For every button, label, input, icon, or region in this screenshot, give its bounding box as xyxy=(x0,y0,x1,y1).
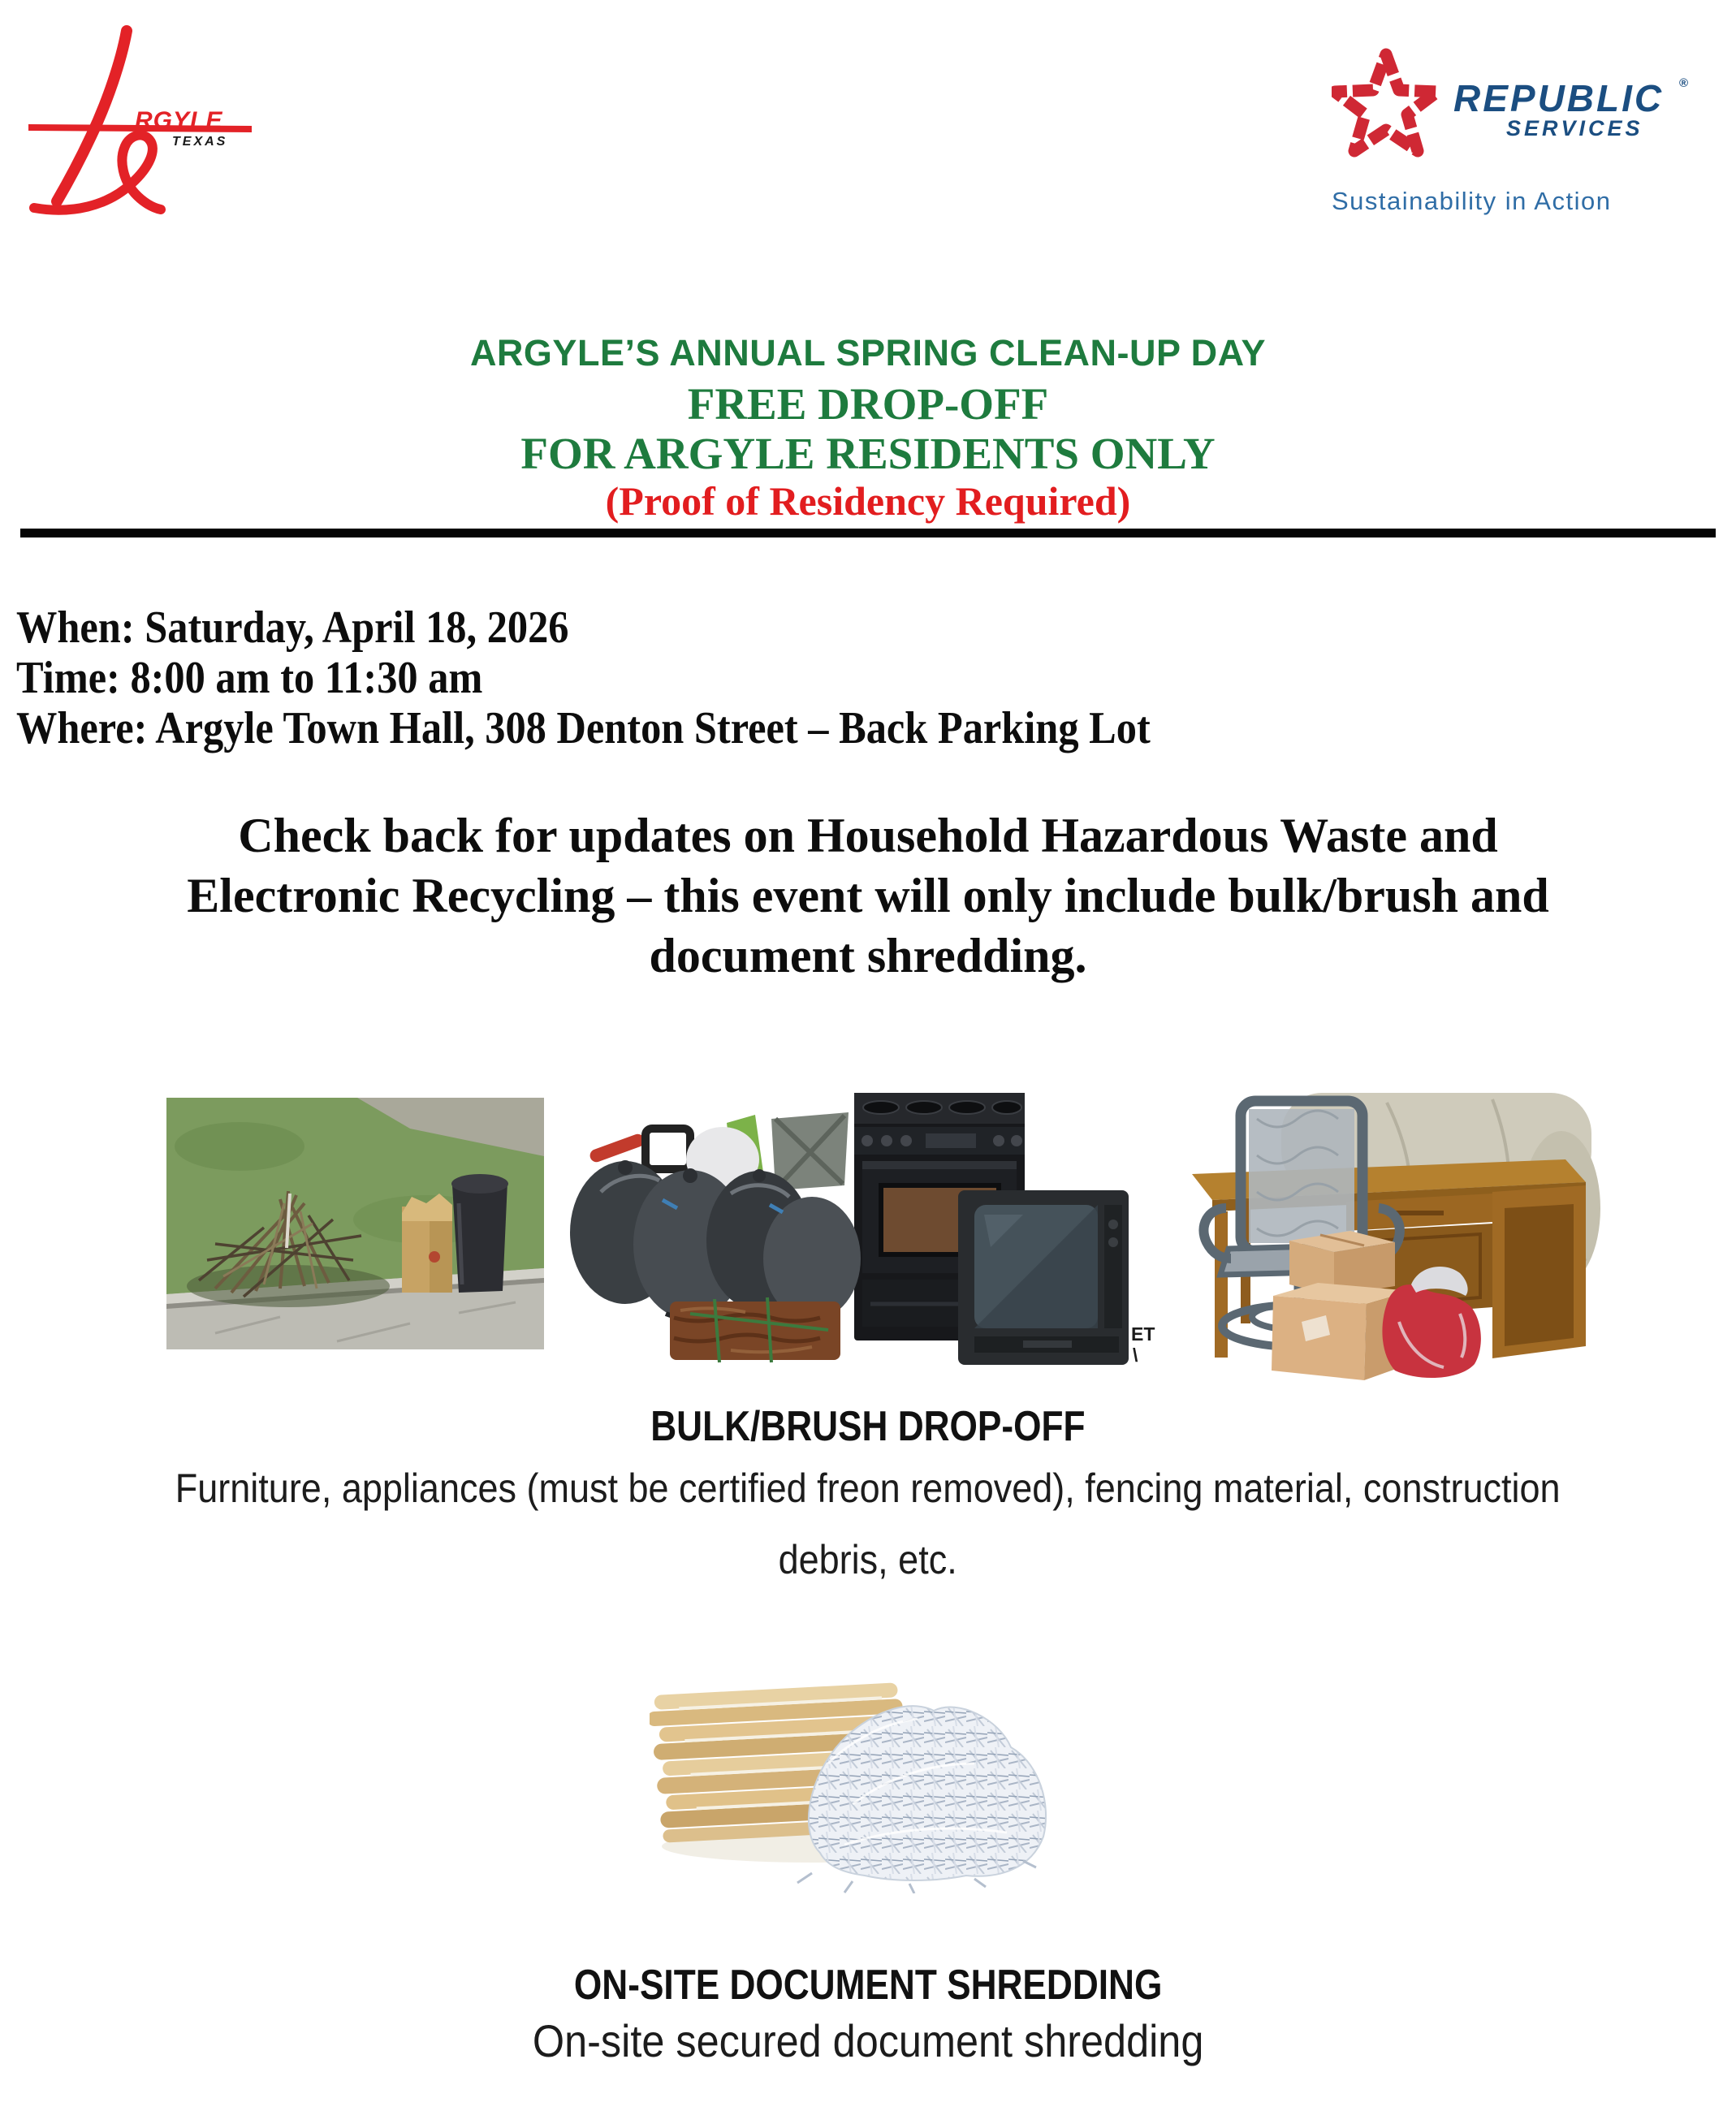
photo-text-fragment: ET \ xyxy=(1131,1323,1155,1366)
bulk-brush-description: Furniture, appliances (must be certified freon removed), fencing material, construction debris, etc. xyxy=(175,1466,1561,1582)
republic-star-icon xyxy=(1335,54,1437,151)
republic-services-logo xyxy=(1332,45,1697,166)
trash-bags-appliances-photo xyxy=(568,1070,1137,1387)
flyer-title-line2: FREE DROP-OFF xyxy=(687,379,1049,429)
event-details xyxy=(16,602,1276,753)
divider-rule xyxy=(20,529,1716,537)
republic-reg-mark: ® xyxy=(1679,76,1689,90)
document-shredding-photo xyxy=(650,1642,1064,1893)
argyle-texas-logo xyxy=(23,13,283,232)
event-when: When: Saturday, April 18, 2026 xyxy=(16,602,569,653)
notice-paragraph: Check back for updates on Household Hazardous Waste and Electronic Recycling – this event will only include bulk/brush and document shredding. xyxy=(187,809,1549,982)
shredding-description: On-site secured document shredding xyxy=(532,2015,1204,2066)
crt-tv-illustration xyxy=(958,1190,1129,1365)
argyle-logo-wordmark: RGYLE xyxy=(135,107,223,134)
republic-tagline: Sustainability in Action xyxy=(1332,187,1612,215)
event-time: Time: 8:00 am to 11:30 am xyxy=(16,653,483,703)
argyle-logo-texas: TEXAS xyxy=(172,135,228,149)
republic-wordmark: REPUBLIC xyxy=(1453,77,1665,119)
flyer-title-proof-line: (Proof of Residency Required) xyxy=(605,478,1131,524)
brush-pile-photo xyxy=(166,1098,544,1349)
furniture-photo xyxy=(1143,1078,1606,1387)
event-where: Where: Argyle Town Hall, 308 Denton Street – Back Parking Lot xyxy=(16,703,1151,753)
sod-bundle-illustration xyxy=(670,1297,840,1362)
shredding-heading: ON-SITE DOCUMENT SHREDDING xyxy=(573,1962,1163,2009)
flyer-title-line1: ARGYLE’S ANNUAL SPRING CLEAN-UP DAY xyxy=(469,332,1267,373)
republic-services-word: SERVICES xyxy=(1506,116,1643,140)
bulk-brush-heading: BULK/BRUSH DROP-OFF xyxy=(650,1403,1086,1450)
flyer-title-line3: FOR ARGYLE RESIDENTS ONLY xyxy=(520,429,1216,478)
argyle-logo-stem xyxy=(57,31,127,201)
